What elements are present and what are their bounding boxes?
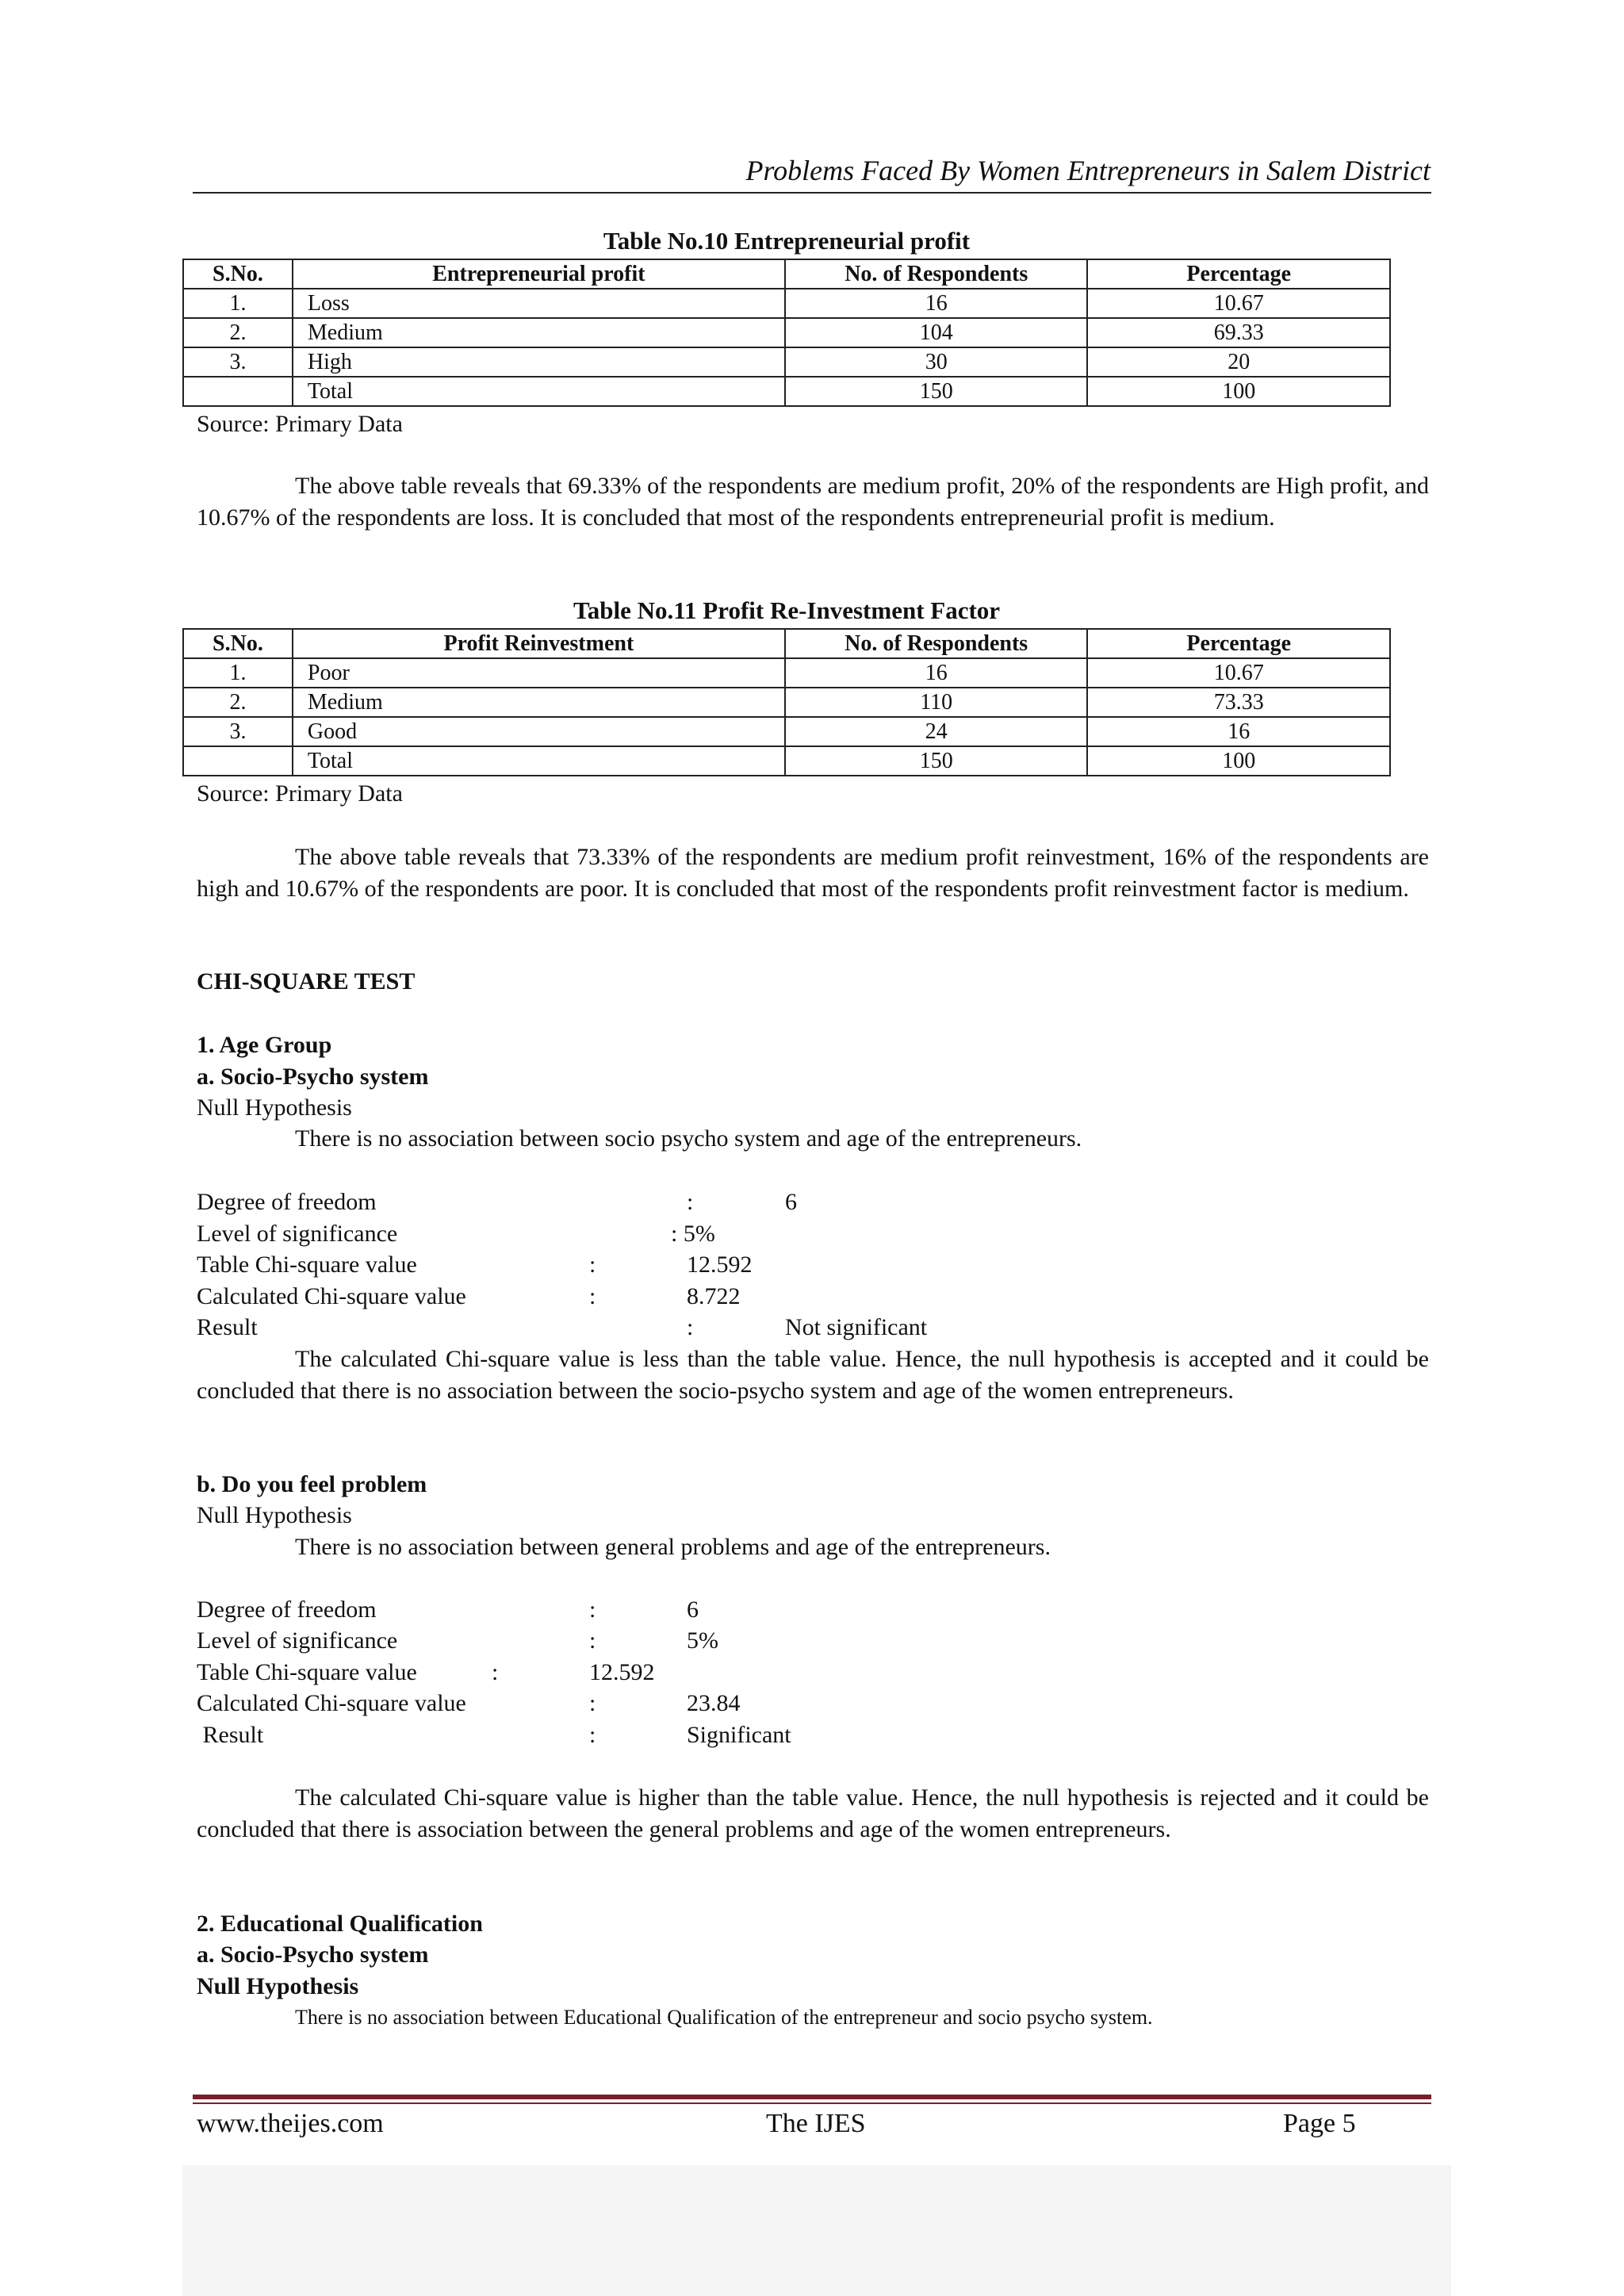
column-header: Entrepreneurial profit <box>293 259 785 289</box>
subsection-heading: a. Socio-Psycho system <box>197 1941 429 1968</box>
table-row-total <box>183 746 1390 776</box>
cell-sno: 1. <box>183 658 293 688</box>
stat-colon: : <box>687 1314 694 1340</box>
subsection-heading: 2. Educational Qualification <box>197 1911 483 1937</box>
column-header: No. of Respondents <box>785 259 1088 289</box>
cell-sno <box>183 746 293 776</box>
column-header: No. of Respondents <box>785 629 1088 658</box>
table11-source: Source: Primary Data <box>197 780 403 807</box>
stat-label: Level of significance <box>197 1221 398 1247</box>
cell-label: Medium <box>293 688 785 717</box>
column-header: S.No. <box>183 629 293 658</box>
cell-percent: 100 <box>1087 377 1390 406</box>
cell-sno <box>183 377 293 406</box>
stat-label: Result <box>197 1722 264 1748</box>
cell-percent: 69.33 <box>1087 318 1390 347</box>
paragraph-table11: The above table reveals that 73.33% of the respondents are medium profit reinvestment, 16% of the respondents are high and 10.67% of the respondents are poor. It is concluded that most of the respondents profit reinvestment factor is medium. <box>197 844 1429 902</box>
table-row-total <box>183 377 1390 406</box>
cell-percent: 10.67 <box>1087 289 1390 318</box>
hypothesis-text: There is no association between general problems and age of the entrepreneurs. <box>295 1534 1051 1560</box>
stat-value: 23.84 <box>687 1690 741 1716</box>
table11 <box>182 628 1391 776</box>
column-header: S.No. <box>183 259 293 289</box>
table10-source: Source: Primary Data <box>197 411 403 437</box>
section-heading: CHI-SQUARE TEST <box>197 968 416 995</box>
header-rule <box>193 192 1431 194</box>
cell-count: 104 <box>785 318 1088 347</box>
stat-colon: : <box>589 1283 596 1309</box>
stat-colon: : <box>492 1659 499 1685</box>
cell-sno: 3. <box>183 717 293 746</box>
stat-label: Degree of freedom <box>197 1189 377 1215</box>
cell-percent: 10.67 <box>1087 658 1390 688</box>
stat-value: 6 <box>785 1189 797 1215</box>
stat-label: Level of significance <box>197 1627 398 1654</box>
conclusion-paragraph: The calculated Chi-square value is higher than the table value. Hence, the null hypothesis is rejected and it could be concluded that there is association between the general problems and age of the women entrepreneurs. <box>197 1784 1429 1842</box>
cell-percent: 73.33 <box>1087 688 1390 717</box>
table-row <box>183 347 1390 377</box>
cell-sno: 2. <box>183 688 293 717</box>
table10-title: Table No.10 Entrepreneurial profit <box>603 227 971 255</box>
subsection-heading: a. Socio-Psycho system <box>197 1064 429 1090</box>
cell-label: Poor <box>293 658 785 688</box>
running-header: Problems Faced By Women Entrepreneurs in Salem District <box>745 155 1431 186</box>
cell-count: 110 <box>785 688 1088 717</box>
cell-percent: 20 <box>1087 347 1390 377</box>
stat-label: Table Chi-square value <box>197 1659 417 1685</box>
stat-value: 8.722 <box>687 1283 741 1309</box>
column-header: Profit Reinvestment <box>293 629 785 658</box>
conclusion-paragraph: The calculated Chi-square value is less than the table value. Hence, the null hypothesis is accepted and it could be concluded that there is no association between the socio-psycho system and age of the women entrepreneurs. <box>197 1346 1429 1404</box>
page-number: Page 5 <box>1283 2109 1356 2138</box>
stat-label: Result <box>197 1314 258 1340</box>
table-header-row <box>183 629 1390 658</box>
stat-value: 5% <box>687 1627 718 1654</box>
null-hypothesis-label: Null Hypothesis <box>197 1973 359 1999</box>
stat-value: 12.592 <box>687 1251 753 1278</box>
cell-label: Total <box>293 377 785 406</box>
stat-colon: : <box>589 1690 596 1716</box>
cell-label: Loss <box>293 289 785 318</box>
table-row <box>183 318 1390 347</box>
subsection-heading: b. Do you feel problem <box>197 1471 427 1497</box>
stat-value: 12.592 <box>589 1659 655 1685</box>
table-row <box>183 688 1390 717</box>
table-row <box>183 717 1390 746</box>
cell-count: 16 <box>785 658 1088 688</box>
cell-label: Total <box>293 746 785 776</box>
cell-count: 24 <box>785 717 1088 746</box>
table-row <box>183 658 1390 688</box>
stat-colon: : <box>589 1251 596 1278</box>
cell-label: Medium <box>293 318 785 347</box>
paragraph-table10: The above table reveals that 69.33% of the respondents are medium profit, 20% of the respondents are High profit, and 10.67% of the respondents are loss. It is concluded that most of the respondents entrepreneurial profit is medium. <box>197 473 1429 531</box>
stat-label: Calculated Chi-square value <box>197 1283 466 1309</box>
cell-label: High <box>293 347 785 377</box>
column-header: Percentage <box>1087 259 1390 289</box>
cell-sno: 2. <box>183 318 293 347</box>
cell-count: 150 <box>785 746 1088 776</box>
footer-website-link[interactable]: www.theijes.com <box>197 2109 384 2138</box>
stat-colon: : <box>589 1627 596 1654</box>
table-row <box>183 289 1390 318</box>
hypothesis-text: There is no association between Educational Qualification of the entrepreneur and socio psycho system. <box>295 2006 1153 2029</box>
cell-label: Good <box>293 717 785 746</box>
footer-rule <box>193 2095 1431 2099</box>
stat-value: Not significant <box>785 1314 928 1340</box>
table-header-row <box>183 259 1390 289</box>
subsection-heading: 1. Age Group <box>197 1032 332 1058</box>
stat-label: Calculated Chi-square value <box>197 1690 466 1716</box>
stat-value: Significant <box>687 1722 791 1748</box>
stat-value: 6 <box>687 1596 699 1623</box>
stat-label: Table Chi-square value <box>197 1251 417 1278</box>
table10 <box>182 259 1391 407</box>
column-header: Percentage <box>1087 629 1390 658</box>
cell-sno: 3. <box>183 347 293 377</box>
cell-count: 30 <box>785 347 1088 377</box>
stat-value: : 5% <box>671 1221 715 1247</box>
stat-colon: : <box>687 1189 694 1215</box>
footer-rule <box>193 2102 1431 2104</box>
stat-colon: : <box>589 1722 596 1748</box>
cell-percent: 100 <box>1087 746 1390 776</box>
null-hypothesis-label: Null Hypothesis <box>197 1094 352 1121</box>
page-bottom-shade <box>182 2165 1451 2296</box>
cell-percent: 16 <box>1087 717 1390 746</box>
stat-label: Degree of freedom <box>197 1596 377 1623</box>
footer-journal-name: The IJES <box>766 2109 866 2138</box>
hypothesis-text: There is no association between socio psycho system and age of the entrepreneurs. <box>295 1125 1082 1152</box>
stat-colon: : <box>589 1596 596 1623</box>
cell-sno: 1. <box>183 289 293 318</box>
cell-count: 150 <box>785 377 1088 406</box>
cell-count: 16 <box>785 289 1088 318</box>
table11-title: Table No.11 Profit Re-Investment Factor <box>573 596 1001 624</box>
null-hypothesis-label: Null Hypothesis <box>197 1502 352 1528</box>
